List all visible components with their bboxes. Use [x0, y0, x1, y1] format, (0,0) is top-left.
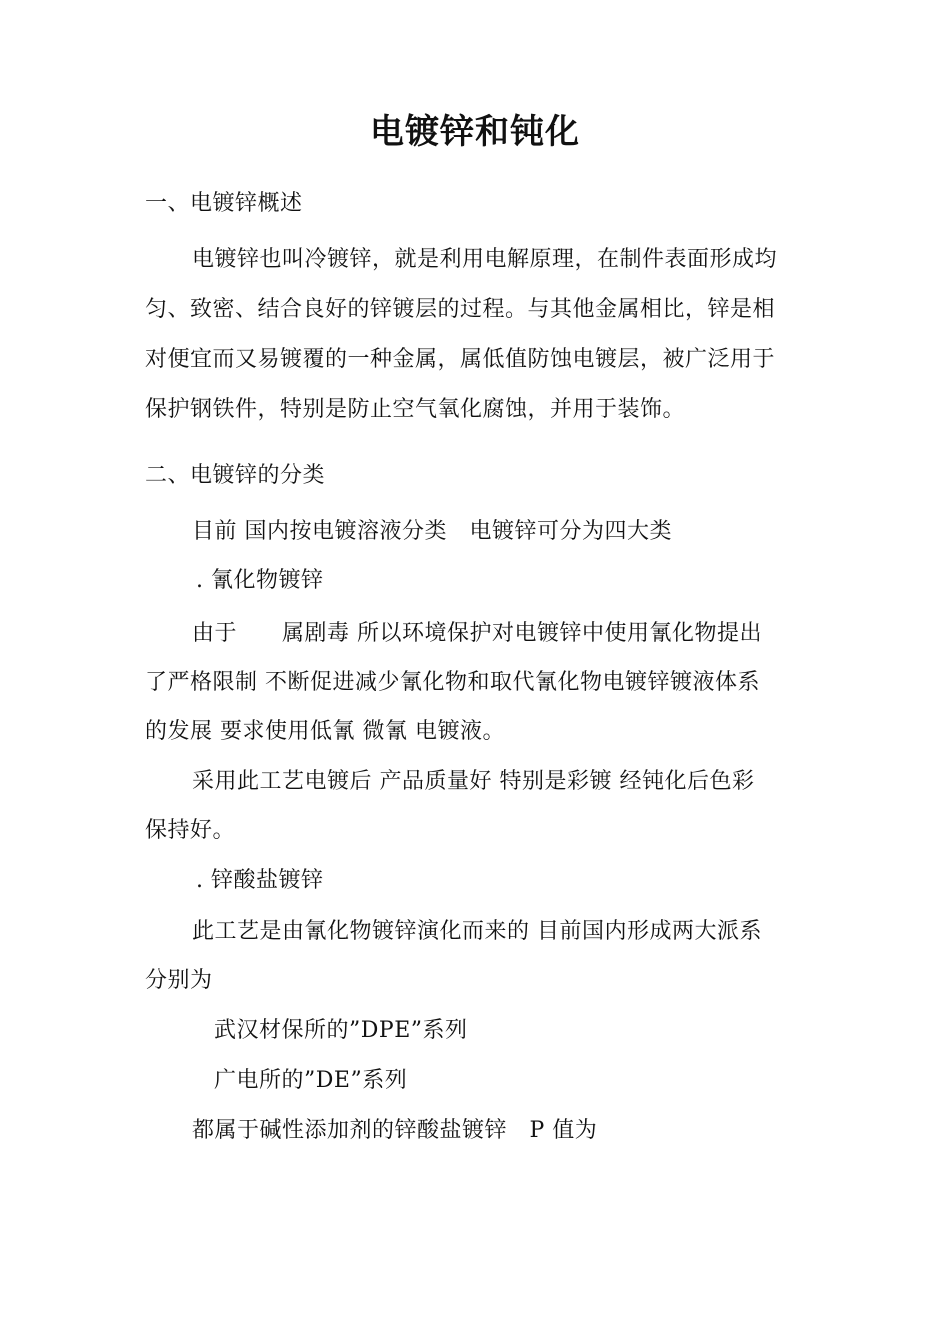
- list-item-heading: . 氰化物镀锌: [196, 568, 324, 593]
- document-title: 电镀锌和钝化: [370, 112, 580, 152]
- sub-item: 武汉材保所的”DPE”系列: [214, 1018, 468, 1043]
- paragraph-line: 的发展 要求使用低氰 微氰 电镀液。: [145, 719, 505, 744]
- paragraph-line: 目前 国内按电镀溶液分类 电镀锌可分为四大类: [192, 519, 672, 544]
- sub-item: 广电所的”DE”系列: [214, 1068, 408, 1093]
- paragraph-line: 都属于碱性添加剂的锌酸盐镀锌 P 值为: [192, 1118, 598, 1143]
- paragraph-line: 保护钢铁件，特别是防止空气氧化腐蚀，并用于装饰。: [145, 397, 686, 422]
- paragraph-line: 匀、致密、结合良好的锌镀层的过程。与其他金属相比，锌是相: [145, 297, 776, 322]
- section-heading: 一、电镀锌概述: [145, 191, 303, 216]
- paragraph-line: 由于 属剧毒 所以环境保护对电镀锌中使用氰化物提出: [192, 621, 762, 646]
- section-heading: 二、电镀锌的分类: [145, 463, 326, 488]
- paragraph-line: 分别为: [145, 968, 213, 993]
- paragraph-line: 保持好。: [145, 818, 236, 843]
- paragraph-line: 此工艺是由氰化物镀锌演化而来的 目前国内形成两大派系: [192, 919, 762, 944]
- paragraph-line: 电镀锌也叫冷镀锌，就是利用电解原理，在制件表面形成均: [192, 247, 778, 272]
- paragraph-line: 对便宜而又易镀覆的一种金属，属低值防蚀电镀层，被广泛用于: [145, 347, 776, 372]
- paragraph-line: 采用此工艺电镀后 产品质量好 特别是彩镀 经钝化后色彩: [192, 769, 755, 794]
- list-item-heading: . 锌酸盐镀锌: [196, 868, 324, 893]
- paragraph-line: 了严格限制 不断促进减少氰化物和取代氰化物电镀锌镀液体系: [145, 670, 760, 695]
